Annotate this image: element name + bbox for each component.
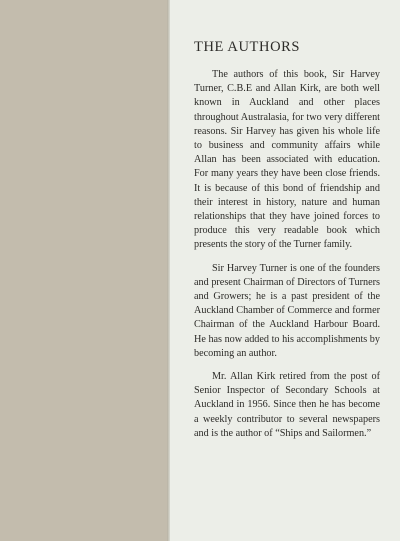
section-heading: THE AUTHORS [194, 39, 301, 55]
authors-section [194, 38, 380, 450]
paragraph-allan-kirk: Mr. Allan Kirk retired from the post of Senior Inspector of Secondary Schools at Auckland in 1956. Since then he has become a weekly contributor to several newspapers and is the author of “Ships and Sailormen.” [194, 371, 380, 439]
book-spine-margin [0, 0, 167, 541]
paragraph-harvey-turner: Sir Harvey Turner is one of the founders and present Chairman of Directors of Turners and Growers; he is a past president of the Auckland Chamber of Commerce and former Chairman of the Auckland Harbour Board. He has now added to his accomplishments by becoming an author. [194, 262, 380, 359]
paragraph-intro: The authors of this book, Sir Harvey Turner, C.B.E and Allan Kirk, are both well known in Auckland and other places throughout Australasia, for two very different reasons. Sir Harvey has given his whole life to business and community affairs while Allan has been associated with education. For many years they have been close friends. It is because of this bond of friendship and their interest in history, nature and human relationships that they have joined forces to produce this very readable book which presents the story of the Turner family. [194, 69, 380, 251]
